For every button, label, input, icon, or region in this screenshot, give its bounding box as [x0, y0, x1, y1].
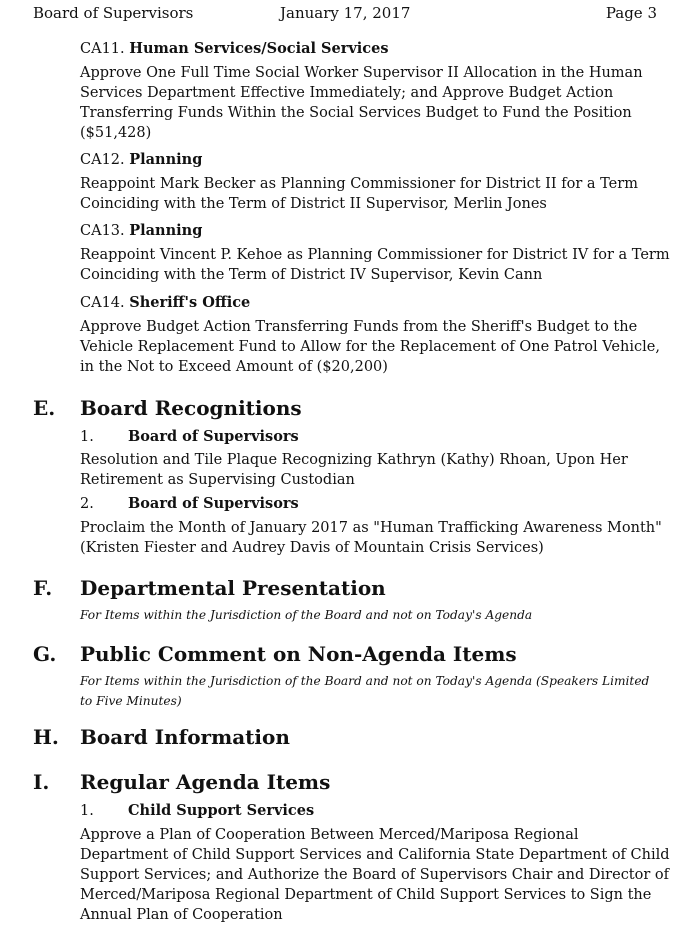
consent-item-text: Approve Budget Action Transferring Funds from the Sheriff's Budget to the Vehicle Replacement Fund to Allow for the Replacement of One Patrol Vehicle, in the Not to Exceed Amount of ($20,200) — [80, 319, 660, 375]
header-page-number: Page 3 — [605, 4, 657, 22]
section-letter: G. — [33, 642, 57, 666]
consent-item-title: Planning — [129, 151, 203, 168]
section-letter: F. — [33, 576, 53, 600]
consent-item-title: Sheriff's Office — [129, 294, 251, 311]
agenda-item-title: Board of Supervisors — [128, 428, 299, 445]
section-title: Departmental Presentation — [80, 576, 386, 600]
consent-item-code: CA13. — [80, 223, 125, 239]
agenda-item-number: 1. — [80, 803, 94, 819]
agenda-item-title: Child Support Services — [128, 802, 315, 819]
section-title: Board Recognitions — [80, 396, 302, 420]
section-letter: H. — [33, 725, 59, 749]
consent-item-heading — [80, 294, 670, 312]
consent-item-heading — [80, 222, 670, 240]
header-date: January 17, 2017 — [280, 4, 411, 22]
consent-item-code: CA12. — [80, 152, 125, 168]
page-header — [33, 4, 657, 24]
consent-item-text: Reappoint Mark Becker as Planning Commissioner for District II for a Term Coinciding with the Term of District II Supervisor, Merlin Jones — [80, 176, 638, 212]
agenda-item-text: Resolution and Tile Plaque Recognizing Kathryn (Kathy) Rhoan, Upon Her Retirement as Supervising Custodian — [80, 452, 628, 488]
agenda-item-text: Proclaim the Month of January 2017 as "Human Trafficking Awareness Month" (Kristen Fiester and Audrey Davis of Mountain Crisis Services) — [80, 520, 662, 556]
section-title: Regular Agenda Items — [80, 770, 331, 794]
section-title: Board Information — [80, 725, 290, 749]
agenda-item-number: 1. — [80, 429, 94, 445]
section-note: For Items within the Jurisdiction of the Board and not on Today's Agenda (Speakers Limited to Five Minutes) — [80, 674, 650, 708]
consent-item-text: Reappoint Vincent P. Kehoe as Planning Commissioner for District IV for a Term Coinciding with the Term of District IV Supervisor, Kevin Cann — [80, 247, 670, 283]
agenda-item-title: Board of Supervisors — [128, 495, 299, 512]
consent-item-heading — [80, 40, 670, 58]
consent-item-heading — [80, 151, 670, 169]
consent-item-code: CA14. — [80, 295, 125, 311]
section-note: For Items within the Jurisdiction of the Board and not on Today's Agenda — [80, 608, 533, 622]
section-letter: E. — [33, 396, 56, 420]
consent-item-title: Human Services/Social Services — [129, 40, 389, 57]
agenda-item-number: 2. — [80, 496, 94, 512]
section-letter: I. — [33, 770, 50, 794]
agenda-item-text: Approve a Plan of Cooperation Between Merced/Mariposa Regional Department of Child Support Services and California State Department of Child Support Services; and Authorize the Board of Supervisors Chair and Director of Merced/Mariposa Regional Department of Child Support Services to Sign the Annual Plan of Cooperation — [80, 827, 670, 923]
consent-item-text: Approve One Full Time Social Worker Supervisor II Allocation in the Human Services Department Effective Immediately; and Approve Budget Action Transferring Funds Within the Social Services Budget to Fund the Position ($51,428) — [80, 65, 643, 141]
consent-item-code: CA11. — [80, 41, 125, 57]
header-board-name: Board of Supervisors — [33, 4, 194, 22]
consent-item-title: Planning — [129, 222, 203, 239]
section-title: Public Comment on Non-Agenda Items — [80, 642, 517, 666]
